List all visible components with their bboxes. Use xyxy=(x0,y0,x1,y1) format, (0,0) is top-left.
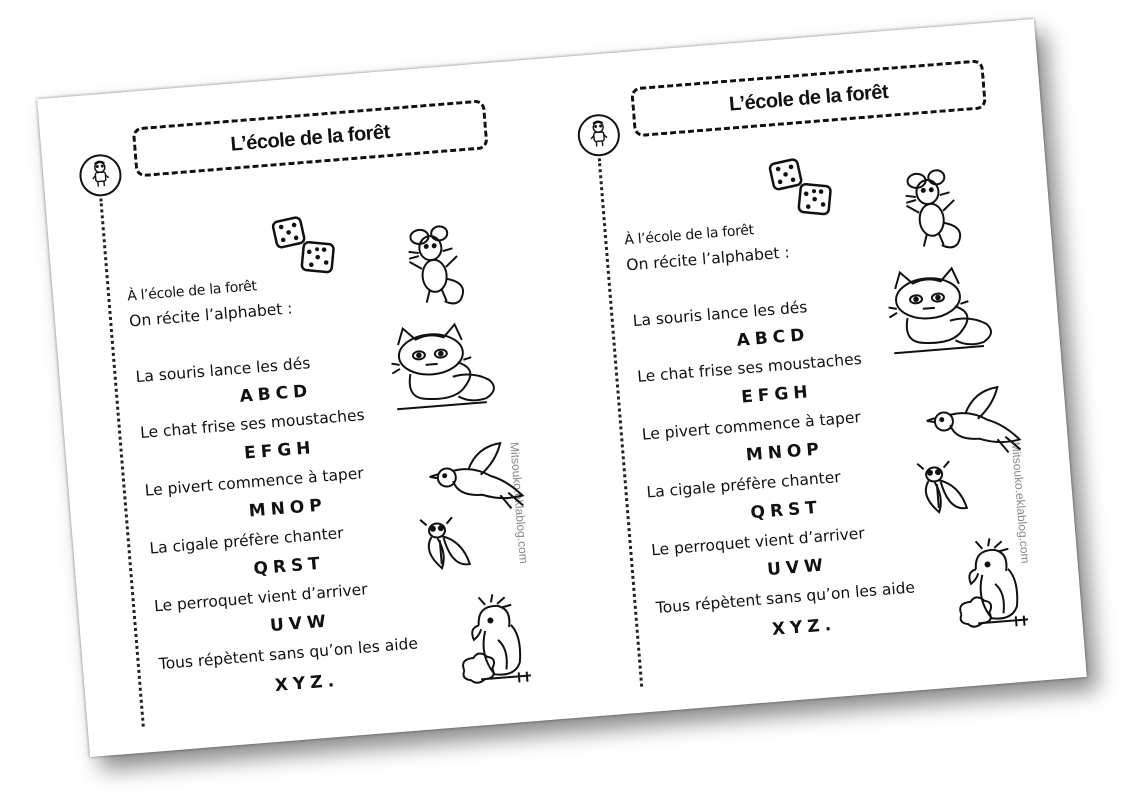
verse-line: La souris lance les dés xyxy=(135,354,311,387)
child-emblem-icon xyxy=(576,113,621,158)
bird-icon xyxy=(923,383,1028,461)
page-title: L’école de la forêt xyxy=(630,59,987,137)
poem-card-right xyxy=(536,19,1087,717)
cat-icon xyxy=(386,315,503,414)
verse-letters: QRST xyxy=(749,497,823,524)
parrot-icon xyxy=(454,591,542,697)
verse-line: Le perroquet vient d’arriver xyxy=(153,580,369,616)
dice-icon xyxy=(269,211,344,282)
verse-line: Le pivert commence à taper xyxy=(641,408,862,444)
intro-line: On récite l’alphabet : xyxy=(625,243,791,275)
verse-letters: XYZ. xyxy=(274,670,340,696)
cicada-icon xyxy=(913,457,978,522)
verse-letters: EFGH xyxy=(740,381,814,408)
verse-line: Le perroquet vient d’arriver xyxy=(650,524,866,560)
verse-line: La cigale préfère chanter xyxy=(148,524,345,558)
verse-line: La cigale préfère chanter xyxy=(645,467,842,502)
verse-letters: UVW xyxy=(269,611,332,637)
verse-line: Le chat frise ses moustaches xyxy=(636,349,863,386)
verse-letters: UVW xyxy=(766,555,829,581)
worksheet-sheet xyxy=(37,19,1087,757)
dotted-margin-line xyxy=(99,198,144,727)
mouse-icon xyxy=(885,159,972,255)
mouse-icon xyxy=(388,215,475,311)
verse-letters: ABCD xyxy=(238,381,313,407)
cat-icon xyxy=(883,259,1000,358)
verse-line: Le chat frise ses moustaches xyxy=(139,405,366,442)
verse-letters: QRST xyxy=(252,553,326,580)
watermark-text: Mitsouko.eklablog.com xyxy=(507,441,531,565)
dice-icon xyxy=(766,153,841,224)
child-emblem-icon xyxy=(78,153,123,198)
verse-letters: EFGH xyxy=(243,437,317,464)
verse-letters: MNOP xyxy=(248,495,328,522)
intro-line: On récite l’alphabet : xyxy=(128,299,294,331)
poem-card-left xyxy=(37,59,588,757)
verse-letters: MNOP xyxy=(745,439,825,466)
verse-line: La souris lance les dés xyxy=(632,298,809,331)
bird-icon xyxy=(426,439,531,517)
verse-letters: ABCD xyxy=(735,325,811,351)
parrot-icon xyxy=(952,535,1040,641)
verse-line: Tous répètent sans qu’on les aide xyxy=(655,578,916,618)
verse-letters: XYZ. xyxy=(771,614,837,640)
verse-line: Tous répètent sans qu’on les aide xyxy=(158,634,419,674)
verse-line: Le pivert commence à taper xyxy=(144,464,365,500)
page-title: L’école de la forêt xyxy=(132,99,489,177)
cicada-icon xyxy=(416,513,481,578)
intro-line: À l’école de la forêt xyxy=(126,278,258,305)
intro-line: À l’école de la forêt xyxy=(623,222,755,249)
watermark-text: Mitsouko.eklablog.com xyxy=(1008,441,1033,565)
